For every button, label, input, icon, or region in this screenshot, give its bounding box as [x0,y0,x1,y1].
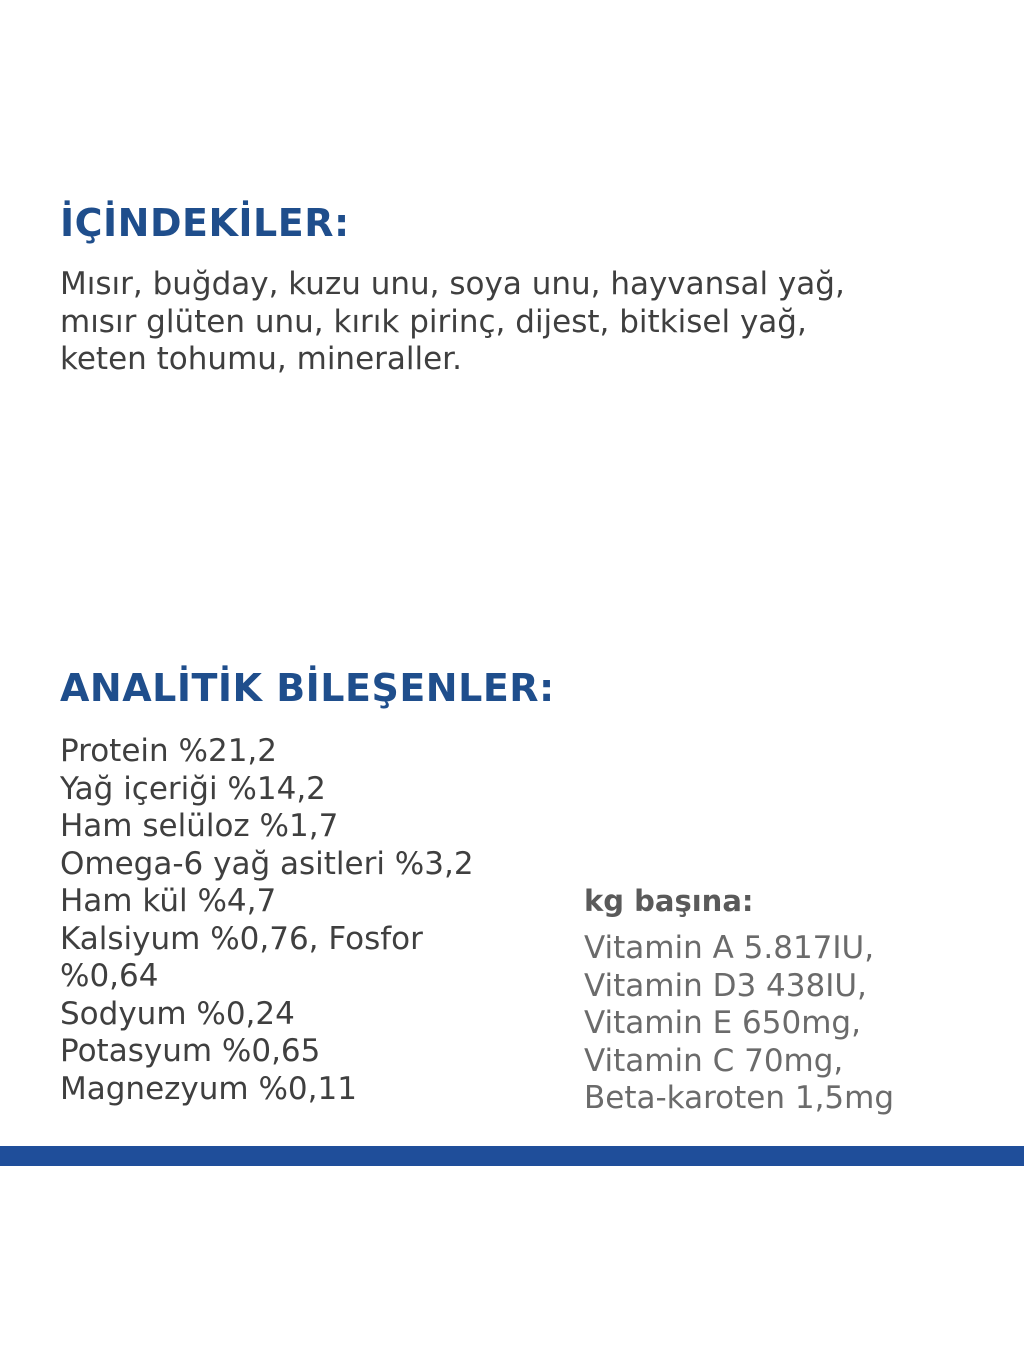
analytic-item-sodium: Sodyum %0,24 [60,995,295,1032]
analytic-item-magnesium: Magnezyum %0,11 [60,1070,357,1107]
vitamin-c: Vitamin C 70mg, [584,1042,844,1079]
analytic-item-omega6: Omega-6 yağ asitleri %3,2 [60,845,474,882]
vitamin-e: Vitamin E 650mg, [584,1005,861,1041]
vitamin-list [584,930,894,1118]
analytic-item-protein: Protein %21,2 [60,733,277,769]
analytic-item-calcium-phosphorus: Kalsiyum %0,76, Fosfor [60,920,423,957]
ingredients-line: Mısır, buğday, kuzu unu, soya unu, hayvansal yağ, [60,266,845,302]
analytic-item-fat: Yağ içeriği %14,2 [60,770,326,807]
ingredients-text [60,266,990,379]
analytic-item-ash: Ham kül %4,7 [60,883,277,919]
per-kg-section [584,883,894,1118]
analytic-components-heading: ANALİTİK BİLEŞENLER: [60,666,555,710]
ingredients-line: keten tohumu, mineraller. [60,341,462,377]
analytic-item-fiber: Ham selüloz %1,7 [60,808,339,844]
analytic-item-phosphorus-value: %0,64 [60,958,159,994]
ingredients-heading: İÇİNDEKİLER: [60,201,350,245]
bottom-divider-bar [0,1146,1024,1166]
beta-carotene: Beta-karoten 1,5mg [584,1080,895,1116]
per-kg-heading: kg başına: [584,884,754,918]
analytic-components-list [60,733,474,1108]
vitamin-a: Vitamin A 5.817IU, [584,930,875,966]
analytic-item-potassium: Potasyum %0,65 [60,1033,321,1069]
vitamin-d3: Vitamin D3 438IU, [584,967,867,1004]
ingredients-line: mısır glüten unu, kırık pirinç, dijest, bitkisel yağ, [60,303,807,340]
